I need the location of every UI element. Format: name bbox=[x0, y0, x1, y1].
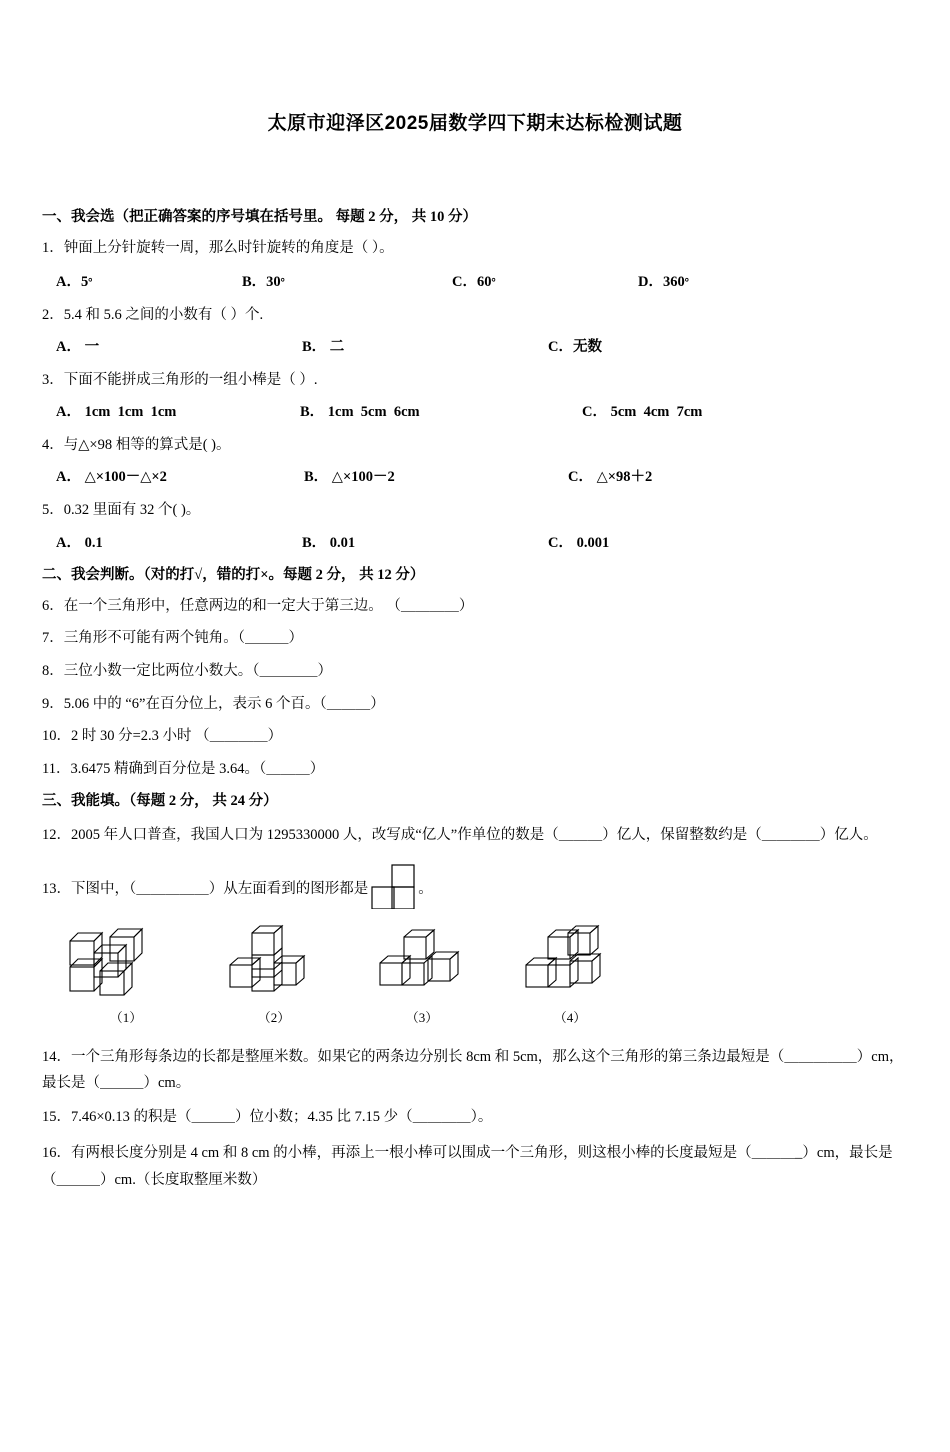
question-13-figures bbox=[42, 923, 908, 1027]
figure-2-caption: （2） bbox=[257, 1010, 291, 1026]
question-10: 10．2 时 30 分=2.3 小时 （＿＿＿＿） bbox=[42, 728, 283, 745]
question-5-options bbox=[42, 533, 908, 554]
question-4: 4．与△×98 相等的算式是( )。 bbox=[42, 436, 231, 453]
question-3-options bbox=[42, 402, 908, 423]
figure-1 bbox=[52, 923, 200, 1027]
left-view-figure bbox=[370, 863, 416, 916]
question-16: 16．有两根长度分别是 4 cm 和 8 cm 的小棒，再添上一根小棒可以围成一个三角形，则这根小棒的长度最短是（＿＿＿_）cm，最长是（＿＿＿）cm.（长度取整厘米数） bbox=[42, 1144, 893, 1188]
question-8: 8．三位小数一定比两位小数大。（＿＿＿＿） bbox=[42, 662, 332, 679]
question-13-text: 13．下图中，（＿＿＿＿＿）从左面看到的图形都是 bbox=[42, 880, 369, 897]
question-15: 15．7.46×0.13 的积是（＿＿＿）位小数；4.35 比 7.15 少（＿＿＿＿）。 bbox=[42, 1109, 493, 1126]
section-heading-3: 三、我能填。（每题 2 分， 共 24 分） bbox=[42, 793, 278, 810]
question-2: 2．5.4 和 5.6 之间的小数有（ ）个. bbox=[42, 306, 264, 323]
option-1-a: A．5。 bbox=[56, 271, 100, 290]
figure-1-caption: （1） bbox=[109, 1010, 143, 1026]
option-2-c: C．无数 bbox=[548, 339, 602, 356]
question-7: 7．三角形不可能有两个钝角。（＿＿＿） bbox=[42, 630, 303, 647]
option-4-a: A． △×100－△×2 bbox=[56, 469, 167, 486]
question-9: 9．5.06 中的 “6”在百分位上，表示 6 个百。（＿＿＿） bbox=[42, 695, 385, 712]
option-3-a: A． 1cm 1cm 1cm bbox=[56, 404, 177, 421]
option-3-b: B． 1cm 5cm 6cm bbox=[300, 404, 420, 421]
figure-3-caption: （3） bbox=[405, 1010, 439, 1026]
question-1: 1．钟面上分针旋转一周，那么时针旋转的角度是（ ）。 bbox=[42, 239, 394, 256]
option-1-c: C．60。 bbox=[452, 271, 503, 290]
exam-page bbox=[0, 108, 950, 1452]
question-2-options bbox=[42, 337, 908, 358]
option-5-c: C． 0.001 bbox=[548, 534, 610, 551]
question-5: 5．0.32 里面有 32 个( )。 bbox=[42, 502, 201, 519]
question-13-tail: 。 bbox=[418, 880, 433, 897]
question-3: 3．下面不能拼成三角形的一组小棒是（ ）. bbox=[42, 371, 318, 388]
question-14: 14．一个三角形每条边的长都是整厘米数。如果它的两条边分别长 8cm 和 5cm，那么这个三角形的第三条边最短是（＿＿＿＿＿）cm，最长是（＿＿＿）cm。 bbox=[42, 1048, 904, 1092]
option-3-c: C． 5cm 4cm 7cm bbox=[582, 404, 703, 421]
section-heading-1: 一、我会选（把正确答案的序号填在括号里。 每题 2 分， 共 10 分） bbox=[42, 209, 477, 225]
option-1-d: D．360。 bbox=[638, 271, 696, 290]
option-4-c: C． △×98＋2 bbox=[568, 469, 653, 486]
figure-3 bbox=[348, 923, 496, 1027]
question-6: 6．在一个三角形中，任意两边的和一定大于第三边。 （＿＿＿＿） bbox=[42, 597, 474, 614]
option-5-b: B． 0.01 bbox=[302, 534, 356, 551]
figure-4-caption: （4） bbox=[553, 1010, 587, 1026]
page-title: 太原市迎泽区2025届数学四下期末达标检测试题 bbox=[267, 113, 683, 134]
option-4-b: B． △×100－2 bbox=[304, 469, 395, 486]
option-2-a: A． 一 bbox=[56, 339, 100, 356]
question-13 bbox=[42, 863, 908, 916]
question-4-options bbox=[42, 467, 908, 488]
figure-2 bbox=[200, 923, 348, 1027]
document-body bbox=[42, 207, 908, 1193]
question-1-options bbox=[42, 270, 908, 292]
question-12: 12．2005 年人口普查，我国人口为 1295330000 人，改写成“亿人”作单位的数是（＿＿＿）亿人，保留整数约是（＿＿＿＿）亿人。 bbox=[42, 826, 878, 843]
figure-4 bbox=[496, 923, 644, 1027]
section-heading-2: 二、我会判断。（对的打√，错的打×。每题 2 分， 共 12 分） bbox=[42, 567, 425, 584]
question-11: 11．3.6475 精确到百分位是 3.64。（＿＿＿） bbox=[42, 760, 325, 777]
option-5-a: A． 0.1 bbox=[56, 534, 103, 551]
option-1-b: B．30。 bbox=[242, 271, 292, 290]
option-2-b: B． 二 bbox=[302, 339, 345, 356]
